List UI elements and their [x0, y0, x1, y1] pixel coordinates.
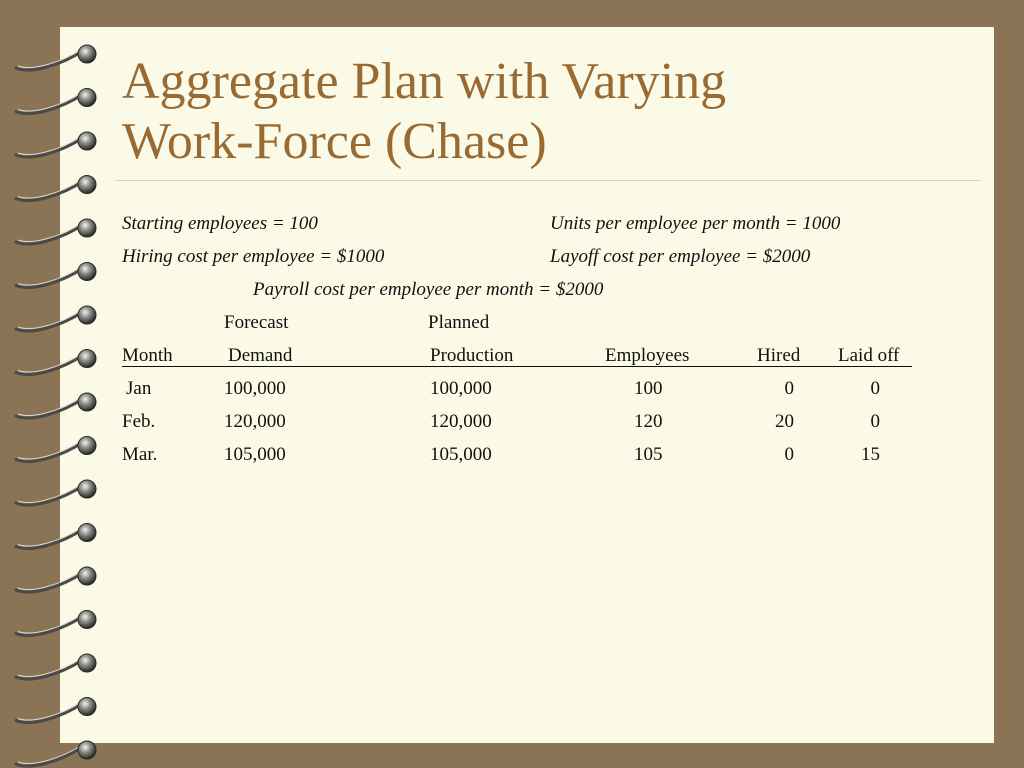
spiral-wire — [16, 398, 84, 418]
header-forecast: Forecast — [224, 312, 289, 333]
title-line-2: Work-Force (Chase) — [122, 113, 547, 170]
spiral-wire — [16, 659, 84, 679]
payroll-cost-text: Payroll cost per employee per month = $2000 — [253, 279, 604, 300]
table-row-1-employees: 100 — [634, 378, 663, 399]
spiral-ring — [78, 306, 96, 324]
spiral-ring — [78, 524, 96, 542]
spiral-wire — [16, 529, 84, 549]
table-row-3-demand: 105,000 — [224, 444, 286, 465]
column-header-laid-off: Laid off — [838, 345, 900, 366]
spiral-ring — [78, 132, 96, 150]
spiral-wire — [16, 50, 84, 70]
spiral-ring — [78, 741, 96, 759]
table-row-2-hired: 20 — [775, 411, 794, 432]
table-row-3-month: Mar. — [122, 444, 158, 465]
column-header-month: Month — [122, 345, 173, 366]
spiral-wire — [16, 311, 84, 331]
title-line-1: Aggregate Plan with Varying — [122, 53, 727, 110]
table-row-2-laid-off: 0 — [870, 411, 880, 432]
spiral-ring — [78, 480, 96, 498]
spiral-wire — [16, 94, 84, 114]
table-row-2-employees: 120 — [634, 411, 663, 432]
spiral-wire — [16, 703, 84, 723]
spiral-ring — [78, 437, 96, 455]
header-underline — [122, 366, 912, 367]
spiral-wire — [16, 616, 84, 636]
spiral-binding-icon — [0, 0, 110, 768]
column-header-demand: Demand — [228, 345, 293, 366]
table-row-1-laid-off: 0 — [870, 378, 880, 399]
spiral-ring — [78, 654, 96, 672]
table-row-1-demand: 100,000 — [224, 378, 286, 399]
column-header-production: Production — [430, 345, 514, 366]
spiral-ring — [78, 698, 96, 716]
spiral-ring — [78, 611, 96, 629]
spiral-ring — [78, 393, 96, 411]
spiral-wire — [16, 572, 84, 592]
spiral-ring — [78, 263, 96, 281]
hiring-cost-text: Hiring cost per employee = $1000 — [122, 246, 385, 267]
spiral-wire — [16, 137, 84, 157]
spiral-ring — [78, 567, 96, 585]
table-row-3-laid-off: 15 — [861, 444, 880, 465]
spiral-wire — [16, 224, 84, 244]
spiral-wire — [16, 746, 84, 766]
units-per-employee-text: Units per employee per month = 1000 — [550, 213, 841, 234]
spiral-wire — [16, 442, 84, 462]
table-row-1-hired: 0 — [784, 378, 794, 399]
spiral-ring — [78, 89, 96, 107]
table-row-1-production: 100,000 — [430, 378, 492, 399]
table-row-2-month: Feb. — [122, 411, 156, 432]
column-header-employees: Employees — [605, 345, 690, 366]
spiral-ring — [78, 45, 96, 63]
spiral-ring — [78, 219, 96, 237]
spiral-wire — [16, 355, 84, 375]
spiral-ring — [78, 176, 96, 194]
spiral-wire — [16, 181, 84, 201]
header-planned: Planned — [428, 312, 490, 333]
table-row-3-hired: 0 — [784, 444, 794, 465]
starting-employees-text: Starting employees = 100 — [122, 213, 318, 234]
table-row-3-production: 105,000 — [430, 444, 492, 465]
spiral-wire — [16, 485, 84, 505]
page-title — [122, 52, 726, 172]
layoff-cost-text: Layoff cost per employee = $2000 — [550, 246, 811, 267]
table-row-3-employees: 105 — [634, 444, 663, 465]
title-divider — [115, 180, 981, 181]
spiral-wire — [16, 268, 84, 288]
column-header-hired: Hired — [757, 345, 801, 366]
table-row-1-month: Jan — [126, 378, 152, 399]
spiral-ring — [78, 350, 96, 368]
table-row-2-demand: 120,000 — [224, 411, 286, 432]
table-row-2-production: 120,000 — [430, 411, 492, 432]
